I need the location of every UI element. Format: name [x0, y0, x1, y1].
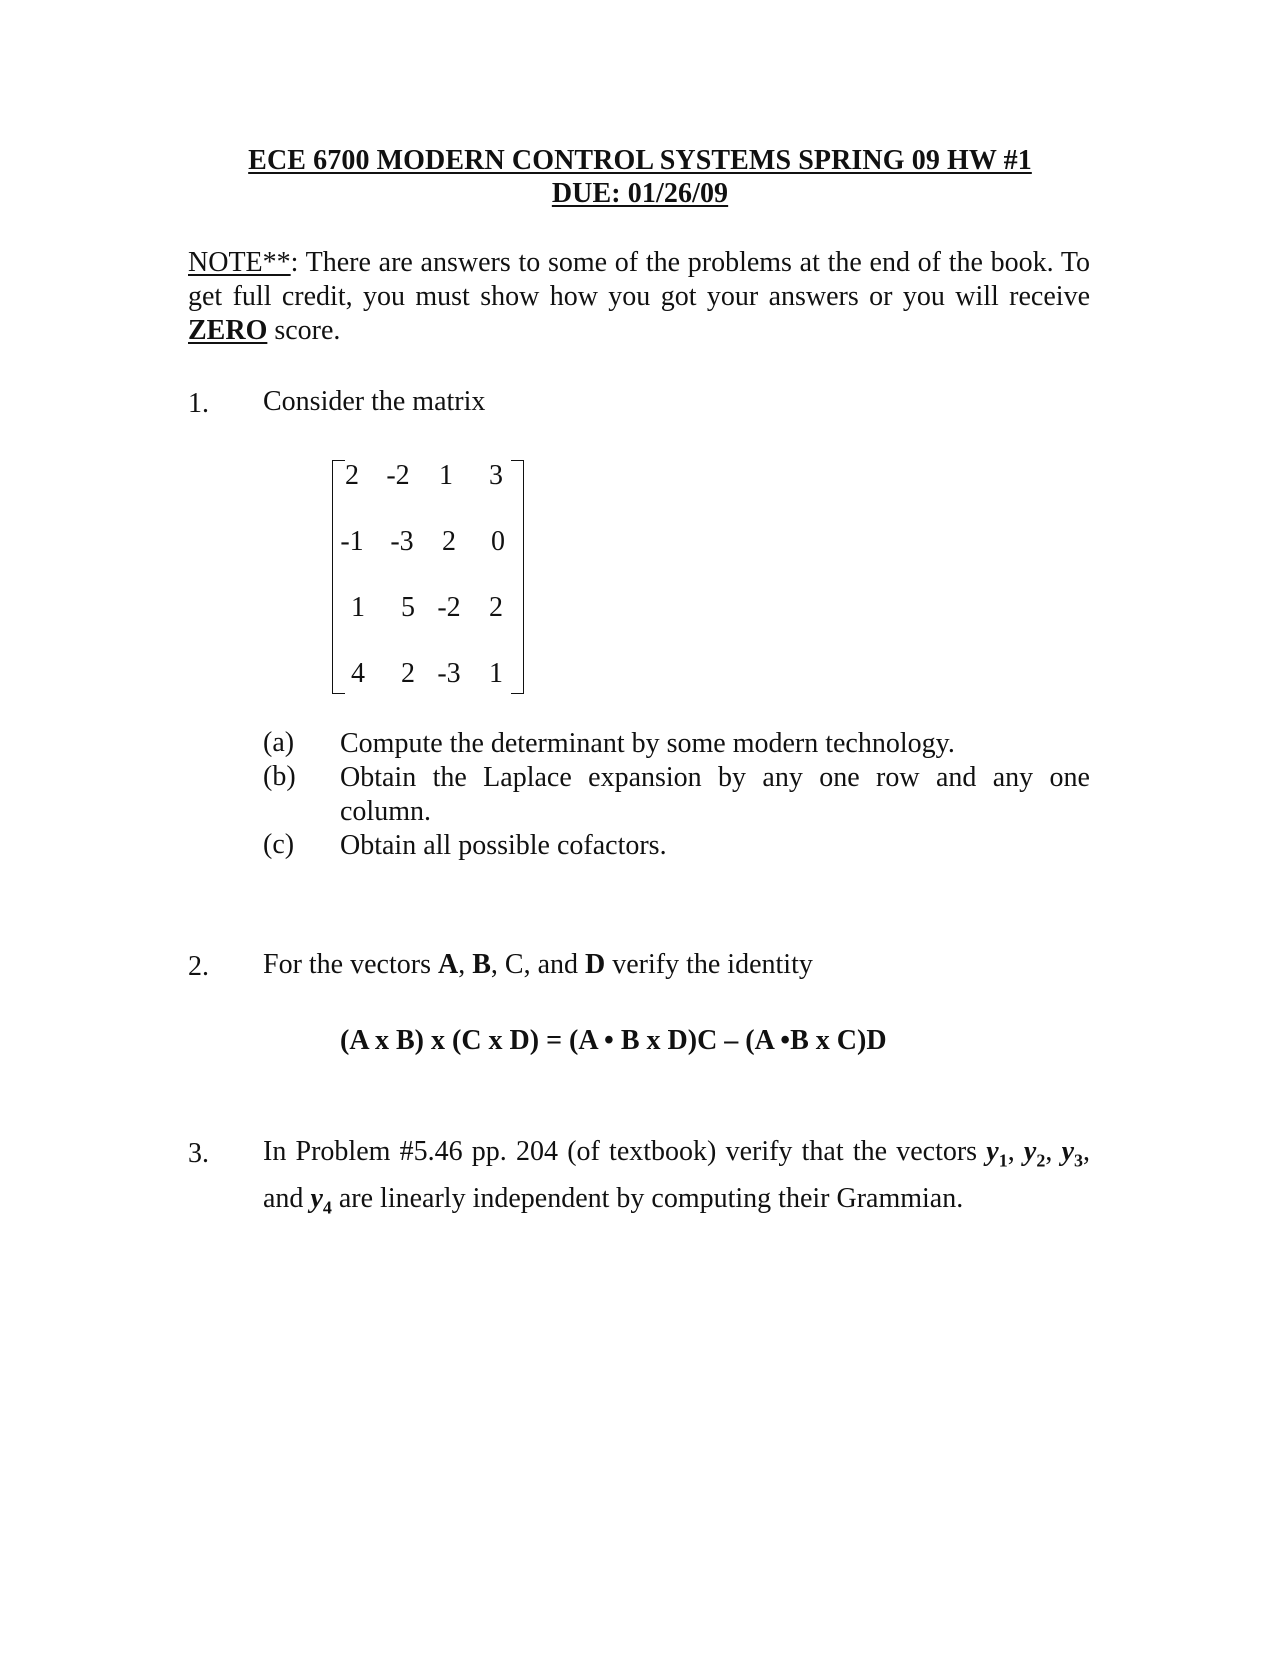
part-b-label: (b)	[263, 761, 296, 792]
subscript: 2	[1036, 1150, 1046, 1171]
separator: , and	[263, 1136, 1090, 1214]
problem-2-text	[263, 946, 813, 984]
separator: ,	[458, 949, 473, 980]
separator: , C, and	[490, 949, 585, 980]
problem-2-prefix: For the vectors	[263, 949, 438, 980]
matrix-cell: 0	[491, 526, 505, 557]
subscript: 4	[322, 1197, 332, 1218]
vector-symbol: y	[310, 1182, 323, 1214]
matrix-cell: 2	[345, 460, 359, 491]
due-date: DUE: 01/26/09	[551, 178, 729, 209]
vector-y2	[1023, 1136, 1046, 1171]
vector-y1	[986, 1136, 1008, 1171]
part-c-text: Obtain all possible cofactors.	[340, 830, 667, 861]
vector-symbol: y	[986, 1136, 999, 1167]
part-a-label: (a)	[263, 727, 295, 758]
vector-d: D	[585, 949, 606, 980]
problem-3-text-end: are linearly independent by computing their Grammian.	[331, 1182, 964, 1214]
problem-3-number: 3.	[188, 1138, 209, 1169]
document-title: ECE 6700 MODERN CONTROL SYSTEMS SPRING 09 HW #1	[248, 145, 1032, 176]
problem-2-suffix: verify the identity	[605, 949, 813, 980]
vector-symbol: y	[1061, 1136, 1074, 1167]
matrix-cell: 5	[401, 592, 415, 623]
matrix-cell: 1	[489, 658, 503, 689]
vector-a: A	[437, 949, 459, 980]
note-text-end: score.	[267, 315, 341, 346]
part-b-text: Obtain the Laplace expansion by any one row and any one column.	[340, 762, 1090, 827]
matrix-cell: 4	[351, 658, 365, 689]
vector-b: B	[472, 949, 491, 980]
matrix-cell: -3	[437, 658, 461, 689]
problem-1-number: 1.	[188, 388, 209, 419]
part-a-text: Compute the determinant by some modern technology.	[340, 728, 955, 759]
matrix-cell: 3	[489, 460, 503, 491]
matrix-cell: -1	[340, 526, 364, 557]
problem-3-text-start: In Problem #5.46 pp. 204 (of textbook) verify that the vectors	[263, 1136, 987, 1167]
separator: ,	[1007, 1136, 1024, 1167]
problem-1-text: Consider the matrix	[263, 386, 486, 417]
note-emphasis: ZERO	[188, 315, 268, 346]
matrix-cell: -3	[390, 526, 414, 557]
matrix-cell: 2	[442, 526, 456, 557]
note-label: NOTE**	[188, 247, 291, 278]
vector-identity: (A x B) x (C x D) = (A • B x D)C – (A •B x C)D	[340, 1025, 887, 1056]
matrix	[332, 460, 524, 694]
matrix-cell: 1	[351, 592, 365, 623]
subscript: 3	[1074, 1150, 1083, 1171]
vector-y4	[310, 1182, 332, 1218]
matrix-cell: -2	[437, 592, 461, 623]
matrix-cell: 1	[439, 460, 453, 491]
problem-2-number: 2.	[188, 951, 209, 982]
vector-y3	[1061, 1136, 1083, 1171]
subscript: 1	[998, 1150, 1008, 1171]
separator: ,	[1045, 1136, 1062, 1167]
vector-symbol: y	[1023, 1136, 1037, 1167]
note-text: : There are answers to some of the problems at the end of the book. To get full credit, you must show how you got your answers or you will receive	[188, 247, 1090, 312]
part-c-label: (c)	[263, 829, 295, 860]
matrix-cell: 2	[401, 658, 415, 689]
note-paragraph	[188, 246, 1090, 348]
matrix-cell: 2	[489, 592, 503, 623]
problem-3-text	[263, 1133, 1090, 1226]
matrix-cell: -2	[386, 460, 410, 491]
